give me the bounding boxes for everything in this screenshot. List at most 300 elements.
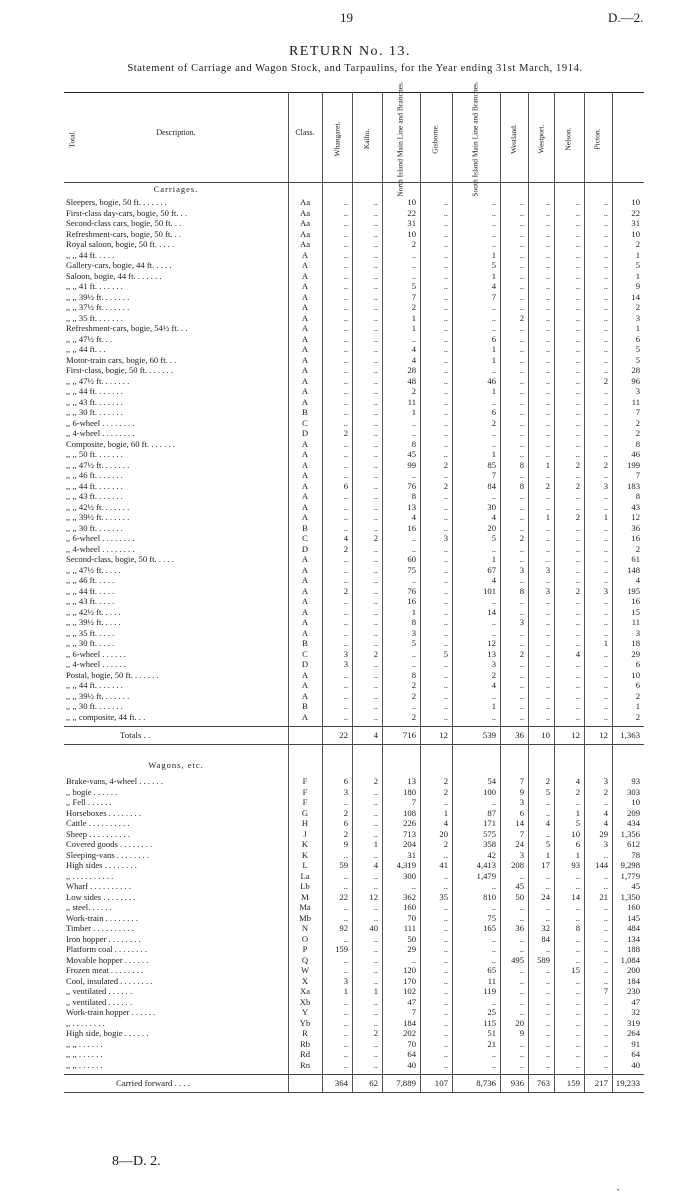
row-value: .. <box>545 996 550 1007</box>
row-value: .. <box>443 797 448 807</box>
row-value: 171 <box>483 818 496 828</box>
row-value: .. <box>411 543 416 554</box>
row-description: ,, ventilated . . . . . . <box>66 986 133 996</box>
row-value: .. <box>545 965 550 975</box>
carried-forward-rule <box>64 1074 644 1075</box>
row-value: .. <box>491 323 496 333</box>
row-value: .. <box>443 407 448 417</box>
row-value: 5 <box>545 839 550 849</box>
row-value: 7 <box>491 470 496 480</box>
row-value: 47 <box>631 996 640 1007</box>
row-value: 2 <box>575 786 580 797</box>
row-value: .. <box>411 428 416 438</box>
row-value: 3 <box>519 797 524 807</box>
row-value: .. <box>545 1049 550 1059</box>
row-description: ,, ,, 30 ft. . . . . . . <box>66 701 123 711</box>
row-value: .. <box>603 449 608 459</box>
row-value: .. <box>443 470 448 480</box>
row-class: A <box>301 386 309 396</box>
table-row <box>64 512 644 523</box>
row-value: 7 <box>491 291 496 302</box>
row-value: 96 <box>631 375 640 386</box>
row-value: .. <box>603 1059 608 1070</box>
row-value: .. <box>373 554 378 564</box>
row-value: .. <box>343 881 348 891</box>
row-description: Work-train . . . . . . . . <box>66 912 138 923</box>
row-value: .. <box>545 1017 550 1028</box>
row-value: .. <box>343 459 348 470</box>
table-row <box>64 617 644 628</box>
row-value: 7 <box>411 291 416 302</box>
row-class: A <box>301 617 309 627</box>
row-value: .. <box>575 690 580 701</box>
column-header-text: Westland. <box>509 124 519 154</box>
row-value: .. <box>545 543 550 554</box>
row-value: .. <box>491 438 496 449</box>
row-description: ,, ,, 30 ft. . . . . <box>66 638 115 648</box>
row-description: ,, ,, 44 ft. . . . . . . <box>66 386 123 396</box>
column-header <box>452 81 500 197</box>
totals-value: 12 <box>571 730 580 740</box>
row-description: ,, ,, 43 ft. . . . . . . <box>66 491 123 501</box>
row-value: .. <box>545 396 550 407</box>
row-value: 6 <box>343 776 348 786</box>
row-value: .. <box>603 564 608 575</box>
row-value: .. <box>373 627 378 638</box>
row-value: 2 <box>635 543 640 554</box>
row-description: ,, ,, 42½ ft. . . . . <box>66 606 121 617</box>
row-value: .. <box>343 291 348 302</box>
row-value: 1 <box>603 512 608 522</box>
table-row <box>64 376 644 387</box>
row-value: .. <box>575 417 580 428</box>
row-value: .. <box>373 1007 378 1017</box>
row-value: 484 <box>627 923 640 933</box>
row-description: ,, ,, 50 ft. . . . . . . <box>66 449 123 459</box>
row-value: .. <box>343 606 348 617</box>
row-value: .. <box>373 575 378 585</box>
row-value: .. <box>575 270 580 281</box>
row-description: ,, 6-wheel . . . . . . <box>66 648 126 659</box>
row-value: .. <box>373 828 378 839</box>
row-value: 8 <box>411 438 416 449</box>
row-value: .. <box>519 711 524 722</box>
row-class: D <box>301 659 309 669</box>
row-value: .. <box>519 281 524 291</box>
table-row <box>64 596 644 607</box>
row-value: .. <box>443 270 448 281</box>
row-value: .. <box>545 365 550 375</box>
row-value: 2 <box>545 776 550 786</box>
row-value: .. <box>491 690 496 701</box>
row-value: .. <box>545 690 550 701</box>
row-value: 5 <box>411 281 416 291</box>
row-value: 2 <box>411 690 416 701</box>
row-value: .. <box>443 881 448 891</box>
row-class: A <box>301 585 309 596</box>
row-value: .. <box>343 627 348 638</box>
row-value: .. <box>373 386 378 396</box>
row-value: .. <box>343 228 348 239</box>
row-value: 14 <box>571 891 580 902</box>
row-value: .. <box>519 396 524 407</box>
row-value: .. <box>343 1059 348 1070</box>
row-value: 1 <box>343 986 348 996</box>
row-value: 93 <box>631 776 640 786</box>
table-row <box>64 292 644 303</box>
row-value: .. <box>519 512 524 522</box>
row-value: .. <box>443 417 448 428</box>
row-class: Q <box>301 954 309 965</box>
row-class: F <box>302 786 308 797</box>
row-value: .. <box>545 711 550 722</box>
row-value: .. <box>575 428 580 438</box>
row-value: 3 <box>519 564 524 575</box>
table-row <box>64 554 644 565</box>
column-header <box>554 98 584 180</box>
row-value: .. <box>519 933 524 944</box>
row-value: 2 <box>343 585 348 596</box>
row-value: 2 <box>443 459 448 470</box>
row-value: .. <box>575 333 580 344</box>
row-value: 2 <box>635 239 640 249</box>
row-value: .. <box>603 522 608 533</box>
row-value: 4 <box>635 575 640 585</box>
row-class: A <box>301 470 309 480</box>
table-row <box>64 334 644 345</box>
row-value: 170 <box>403 975 416 986</box>
column-header <box>64 98 81 180</box>
row-value: .. <box>603 996 608 1007</box>
row-value: 1 <box>635 249 640 260</box>
table-row <box>64 470 644 481</box>
row-class: Rn <box>299 1059 311 1070</box>
row-class: A <box>301 302 309 312</box>
row-value: .. <box>575 249 580 260</box>
row-value: 6 <box>491 407 496 417</box>
row-class: A <box>301 627 309 638</box>
row-class: D <box>301 428 309 438</box>
row-value: 50 <box>407 933 416 944</box>
row-value: 3 <box>635 386 640 396</box>
row-class: A <box>301 596 309 606</box>
row-value: .. <box>603 260 608 270</box>
row-value: .. <box>545 470 550 480</box>
row-value: .. <box>575 197 580 207</box>
row-value: .. <box>491 944 496 954</box>
row-value: .. <box>343 522 348 533</box>
row-value: .. <box>603 228 608 239</box>
row-value: .. <box>343 386 348 396</box>
row-value: 2 <box>343 428 348 438</box>
row-value: 10 <box>631 669 640 680</box>
row-value: .. <box>373 407 378 417</box>
row-class: A <box>301 354 309 365</box>
table-row <box>64 797 644 808</box>
table-row <box>64 892 644 903</box>
row-value: .. <box>343 680 348 690</box>
row-description: ,, ,, 47½ ft. . . . . . . <box>66 375 130 386</box>
row-value: .. <box>575 1059 580 1070</box>
row-value: .. <box>545 449 550 459</box>
row-value: 2 <box>575 480 580 491</box>
table-row <box>64 407 644 418</box>
row-value: .. <box>519 627 524 638</box>
row-value: .. <box>575 365 580 375</box>
row-value: .. <box>575 912 580 923</box>
row-value: .. <box>603 386 608 396</box>
row-value: .. <box>373 902 378 912</box>
row-value: 8 <box>635 438 640 449</box>
row-value: .. <box>411 575 416 585</box>
row-value: 1 <box>491 701 496 711</box>
row-value: 13 <box>407 501 416 512</box>
wagons-heading: Wagons, etc. <box>148 760 204 770</box>
row-value: .. <box>343 302 348 312</box>
row-value: 48 <box>407 375 416 386</box>
row-value: .. <box>519 1038 524 1049</box>
row-value: .. <box>603 554 608 564</box>
row-class: A <box>301 323 309 333</box>
row-description: ,, ,, 30 ft. . . . . . . <box>66 522 123 533</box>
carried-forward-value: 936 <box>510 1078 524 1088</box>
row-value: 7 <box>411 1007 416 1017</box>
row-value: .. <box>343 1038 348 1049</box>
column-header <box>420 98 452 180</box>
row-value: .. <box>545 270 550 281</box>
row-value: .. <box>603 648 608 659</box>
table-row <box>64 428 644 439</box>
row-value: .. <box>603 323 608 333</box>
row-value: .. <box>545 239 550 249</box>
table-row <box>64 481 644 492</box>
row-value: .. <box>343 396 348 407</box>
row-value: 6 <box>343 480 348 491</box>
table-row <box>64 934 644 945</box>
row-value: .. <box>443 585 448 596</box>
row-value: .. <box>373 933 378 944</box>
row-value: 2 <box>635 302 640 312</box>
row-value: .. <box>491 396 496 407</box>
row-value: .. <box>373 701 378 711</box>
row-value: 32 <box>631 1007 640 1017</box>
table-row <box>64 691 644 702</box>
row-value: .. <box>443 239 448 249</box>
row-class: H <box>301 818 309 828</box>
row-value: .. <box>545 902 550 912</box>
table-row <box>64 229 644 240</box>
row-value: 2 <box>373 776 378 786</box>
row-value: .. <box>343 965 348 975</box>
row-value: 4 <box>411 344 416 354</box>
row-value: 184 <box>403 1017 416 1028</box>
row-description: ,, ,, 41 ft. . . . . . . <box>66 281 123 291</box>
row-value: .. <box>603 417 608 428</box>
row-value: .. <box>443 396 448 407</box>
row-value: .. <box>443 438 448 449</box>
row-value: .. <box>545 870 550 881</box>
row-value: .. <box>373 690 378 701</box>
totals-value: 22 <box>339 730 348 740</box>
row-class: La <box>300 870 310 881</box>
row-value: .. <box>519 1007 524 1017</box>
column-header <box>322 98 352 180</box>
row-value: .. <box>575 975 580 986</box>
row-value: 11 <box>631 396 640 407</box>
row-value: 10 <box>631 228 640 239</box>
row-value: .. <box>575 543 580 554</box>
table-row <box>64 902 644 913</box>
row-description: First-class, bogie, 50 ft. . . . . . . <box>66 365 173 375</box>
row-value: 36 <box>515 923 524 933</box>
row-value: 14 <box>487 606 496 617</box>
row-value: .. <box>575 701 580 711</box>
row-value: .. <box>575 260 580 270</box>
row-value: 1 <box>545 459 550 470</box>
row-value: 134 <box>627 933 640 944</box>
row-value: .. <box>491 797 496 807</box>
totals-rule <box>64 744 644 745</box>
row-value: 4 <box>411 354 416 365</box>
row-value: .. <box>443 218 448 228</box>
row-value: .. <box>519 417 524 428</box>
row-description: Second-class cars, bogie, 50 ft. . . <box>66 218 182 228</box>
table-row <box>64 565 644 576</box>
totals-value: 1,363 <box>620 730 640 740</box>
row-value: .. <box>443 554 448 564</box>
row-value: .. <box>373 680 378 690</box>
row-value: .. <box>603 333 608 344</box>
description-header: Description. <box>156 128 196 137</box>
row-value: .. <box>491 218 496 228</box>
row-value: .. <box>373 818 378 828</box>
row-value: .. <box>603 281 608 291</box>
row-class: A <box>301 606 309 617</box>
row-value: .. <box>343 954 348 965</box>
row-value: .. <box>603 923 608 933</box>
row-value: 46 <box>487 375 496 386</box>
row-value: 209 <box>627 807 640 818</box>
row-value: .. <box>519 333 524 344</box>
column-header-text: Picton. <box>592 128 602 150</box>
row-value: 3 <box>635 627 640 638</box>
row-value: .. <box>443 923 448 933</box>
row-value: .. <box>545 986 550 996</box>
row-value: .. <box>519 701 524 711</box>
row-value: .. <box>575 711 580 722</box>
row-value: .. <box>443 690 448 701</box>
row-value: .. <box>443 627 448 638</box>
row-value: .. <box>343 996 348 1007</box>
row-value: 434 <box>627 818 640 828</box>
row-value: .. <box>491 543 496 554</box>
row-value: .. <box>373 291 378 302</box>
row-value: 1 <box>411 606 416 617</box>
row-description: ,, ,, 39½ ft. . . . . . . <box>66 690 130 701</box>
table-row <box>64 460 644 471</box>
row-value: 20 <box>439 828 448 839</box>
row-value: .. <box>519 428 524 438</box>
row-value: .. <box>575 1049 580 1059</box>
row-value: .. <box>545 438 550 449</box>
row-value: 31 <box>631 218 640 228</box>
row-value: 159 <box>335 944 348 954</box>
row-value: .. <box>519 375 524 386</box>
row-value: 29 <box>599 828 608 839</box>
row-value: .. <box>545 554 550 564</box>
row-value: 362 <box>403 891 416 902</box>
row-value: .. <box>519 218 524 228</box>
row-value: 78 <box>631 849 640 860</box>
row-value: .. <box>373 375 378 386</box>
row-description: ,, ,, 47½ ft. . . . . . . <box>66 459 130 470</box>
table-row <box>64 218 644 229</box>
row-value: 1,479 <box>476 870 496 881</box>
row-class: Xb <box>299 996 311 1007</box>
row-value: .. <box>545 881 550 891</box>
row-value: 1 <box>575 807 580 818</box>
row-value: 1 <box>411 407 416 417</box>
row-class: A <box>301 491 309 501</box>
row-value: .. <box>575 291 580 302</box>
row-value: .. <box>443 986 448 996</box>
row-value: 6 <box>635 659 640 669</box>
row-value: 32 <box>541 923 550 933</box>
row-value: 1,350 <box>620 891 640 902</box>
row-value: .. <box>343 344 348 354</box>
row-value: 3 <box>545 564 550 575</box>
row-value: .. <box>575 933 580 944</box>
table-row <box>64 250 644 261</box>
row-value: 1 <box>411 312 416 323</box>
row-value: .. <box>545 312 550 323</box>
table-row <box>64 449 644 460</box>
row-value: 4 <box>373 860 378 870</box>
row-value: .. <box>545 281 550 291</box>
row-value: .. <box>411 701 416 711</box>
carried-forward-value: 19,233 <box>615 1078 640 1088</box>
row-value: 5 <box>443 648 448 659</box>
row-value: .. <box>603 365 608 375</box>
row-value: .. <box>603 344 608 354</box>
row-value: .. <box>443 944 448 954</box>
row-value: 51 <box>487 1028 496 1038</box>
row-value: 2 <box>635 428 640 438</box>
row-value: 2 <box>575 512 580 522</box>
row-value: 1 <box>373 839 378 849</box>
row-value: .. <box>443 933 448 944</box>
row-value: .. <box>343 323 348 333</box>
row-value: .. <box>443 1028 448 1038</box>
row-value: .. <box>443 228 448 239</box>
row-value: 4 <box>491 680 496 690</box>
row-value: 59 <box>339 860 348 870</box>
row-class: A <box>301 501 309 512</box>
row-value: 13 <box>487 648 496 659</box>
row-value: 1 <box>635 701 640 711</box>
row-description: ,, 6-wheel . . . . . . . . <box>66 417 135 428</box>
row-value: 40 <box>407 1059 416 1070</box>
row-description: Cool, insulated . . . . . . . . <box>66 975 153 986</box>
row-value: 2 <box>603 375 608 386</box>
row-value: .. <box>343 501 348 512</box>
row-value: .. <box>545 375 550 386</box>
row-value: 4,413 <box>476 860 496 870</box>
row-value: .. <box>545 249 550 260</box>
table-row <box>64 944 644 955</box>
row-value: 2 <box>411 239 416 249</box>
table-row <box>64 923 644 934</box>
